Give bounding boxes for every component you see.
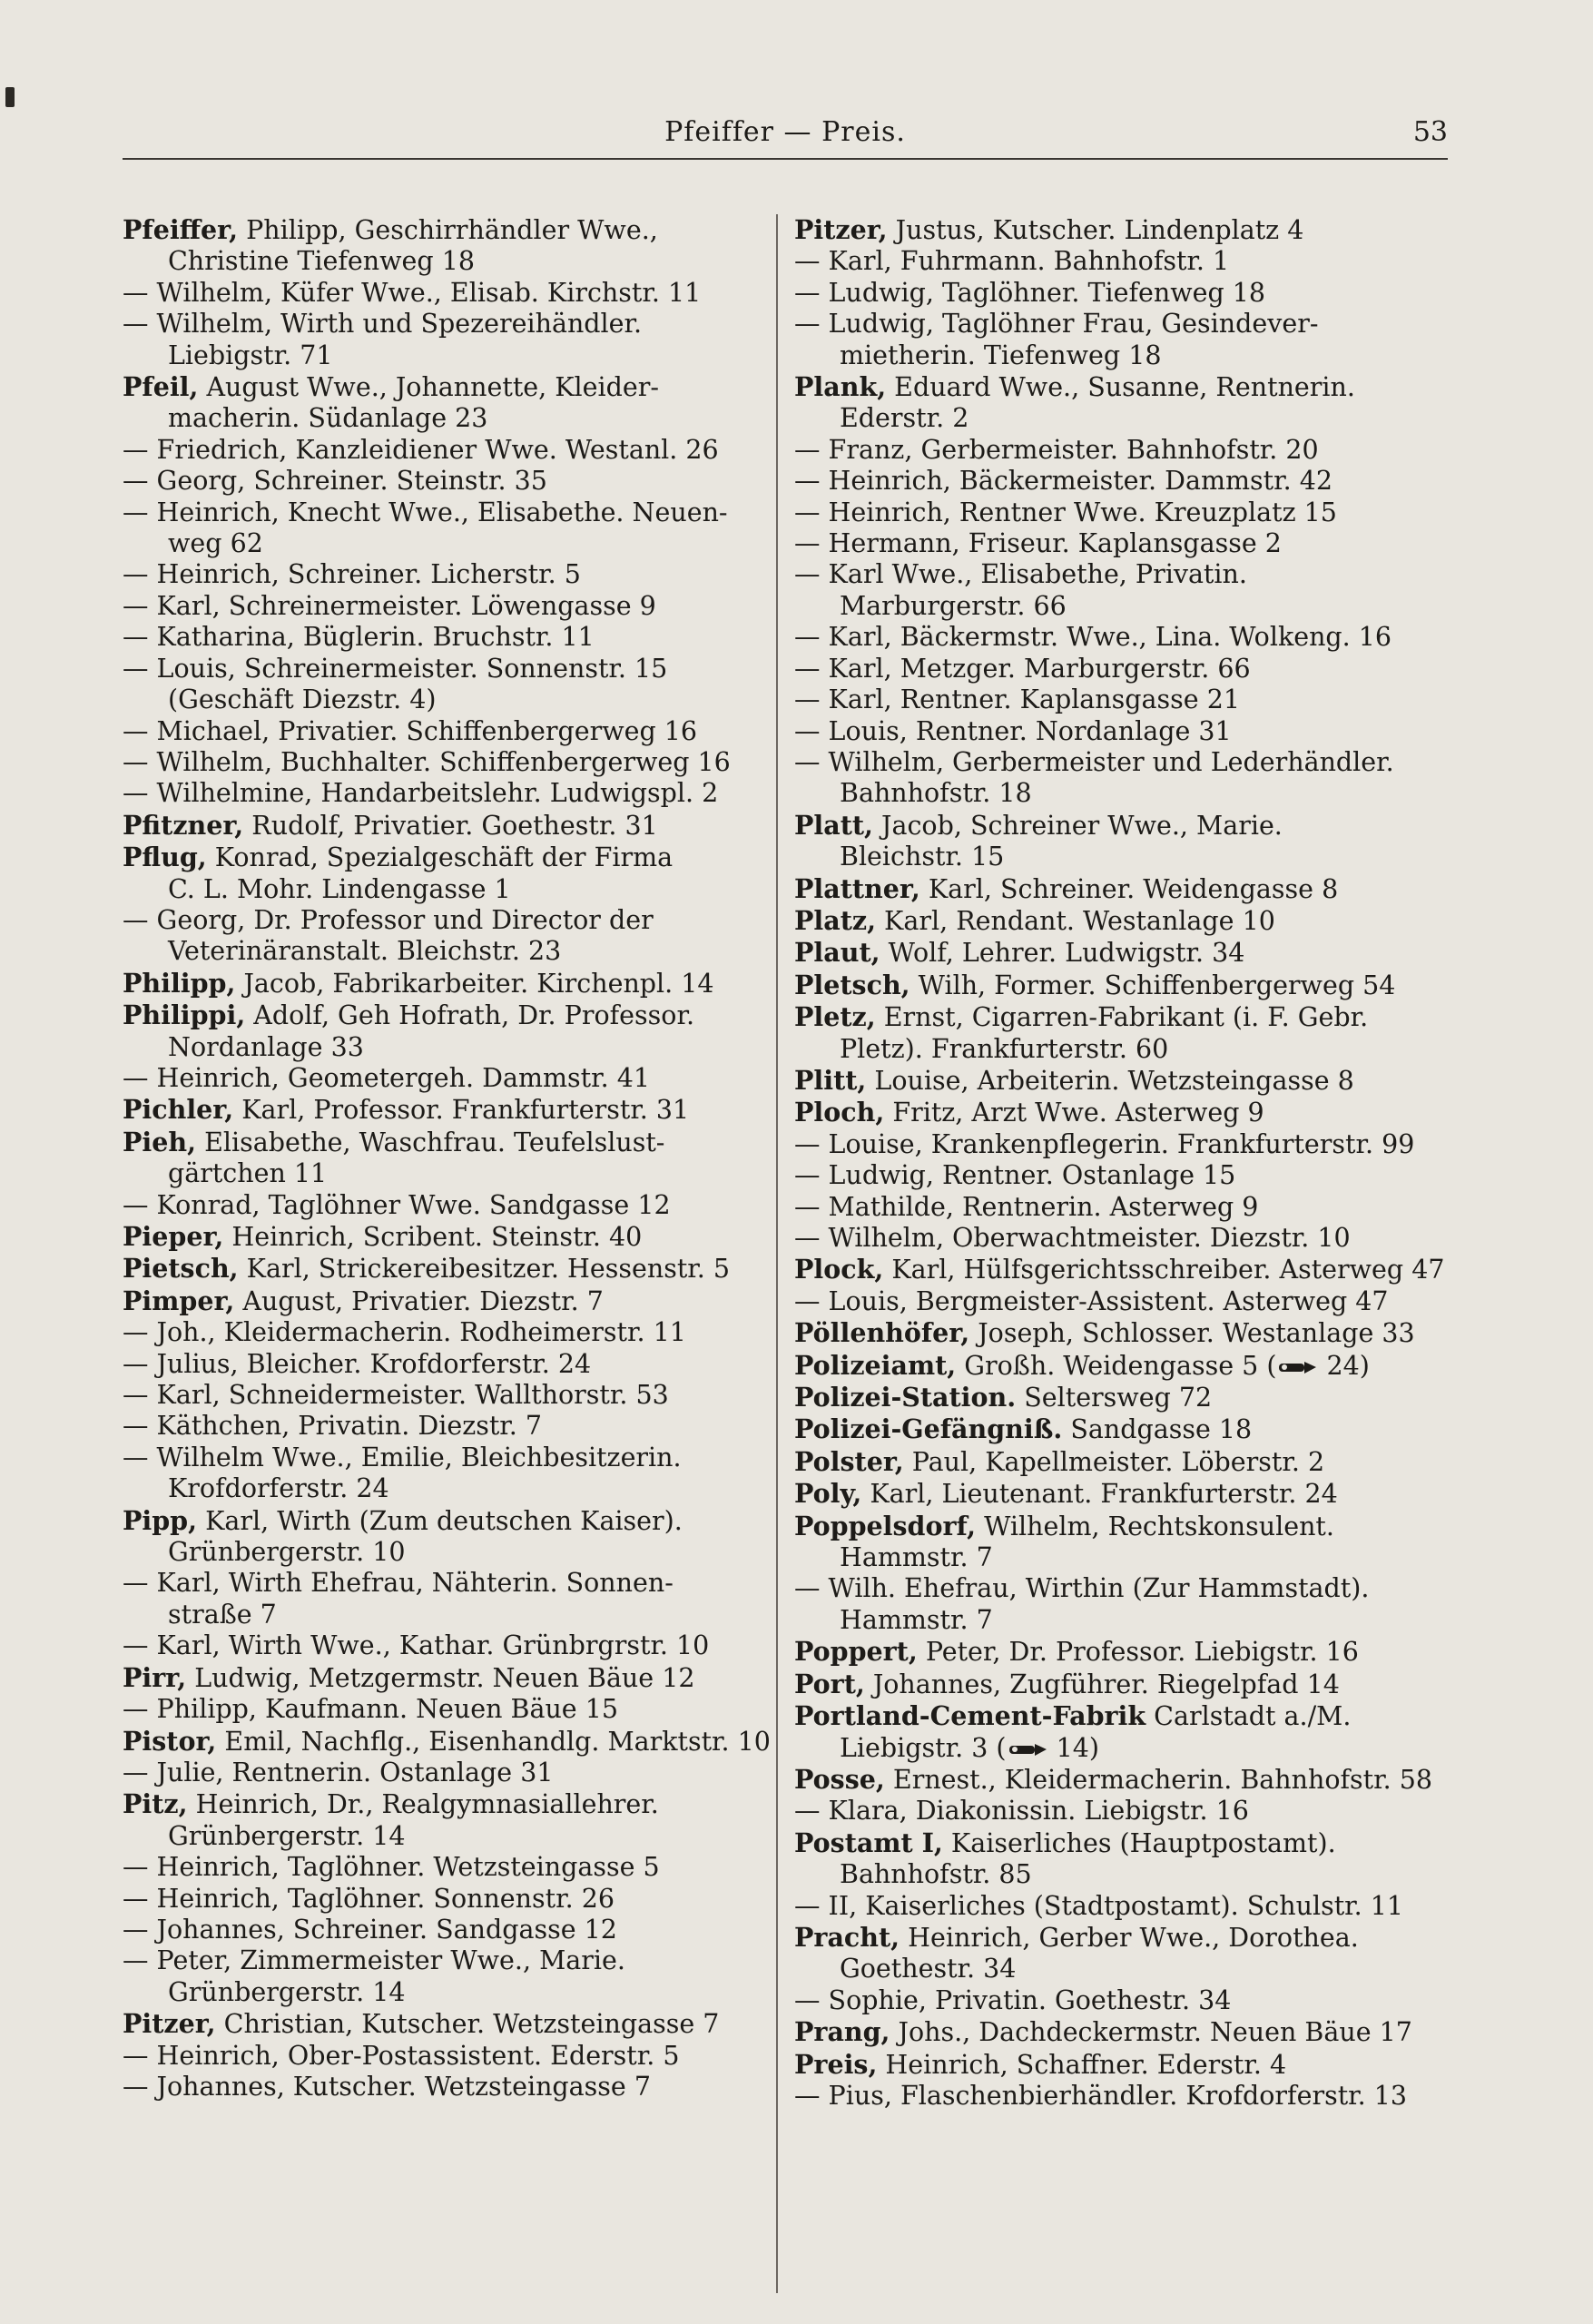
- entry-surname: Philippi,: [123, 1000, 246, 1031]
- directory-entry: [794, 1129, 1421, 1160]
- directory-entry: [123, 810, 749, 842]
- directory-entry: [123, 622, 749, 653]
- entry-details: Heinrich, Dr., Realgymnasiallehrer.: [187, 1789, 659, 1820]
- entry-details: — Karl, Schneidermeister. Wallthorstr. 53: [123, 1380, 669, 1411]
- directory-entry: [794, 1511, 1421, 1542]
- entry-continuation: [123, 1977, 749, 2008]
- entry-details: Heinrich, Schaffner. Ederstr. 4: [877, 2049, 1287, 2080]
- entry-surname: Pfeil,: [123, 371, 199, 403]
- directory-entry: [123, 1945, 749, 1976]
- directory-entry: [123, 214, 749, 246]
- directory-entry: [123, 1190, 749, 1221]
- entry-details: Johs., Dachdeckermstr. Neuen Bäue 17: [890, 2017, 1412, 2048]
- entry-details: — Philipp, Kaufmann. Neuen Bäue 15: [123, 1694, 618, 1725]
- entry-details: Peter, Dr. Professor. Liebigstr. 16: [917, 1637, 1359, 1668]
- entry-surname: Pitzer,: [794, 214, 888, 245]
- directory-entry: [123, 2008, 749, 2040]
- entry-details: — Wilhelmine, Handarbeitslehr. Ludwigspl. 2: [123, 778, 719, 809]
- directory-entry: [794, 278, 1421, 309]
- directory-entry: [794, 1922, 1421, 1954]
- entry-details: Marburgerstr. 66: [840, 590, 1067, 621]
- entry-details: — Sophie, Privatin. Goethestr. 34: [794, 1984, 1232, 2015]
- directory-entry: [794, 435, 1421, 466]
- entry-details: — Julius, Bleicher. Krofdorferstr. 24: [123, 1348, 592, 1379]
- entry-details: Karl, Lieutenant. Frankfurterstr. 24: [861, 1479, 1338, 1510]
- binding-mark: [5, 87, 15, 107]
- entry-details: — Franz, Gerbermeister. Bahnhofstr. 20: [794, 434, 1319, 465]
- entry-continuation: [123, 1473, 749, 1504]
- entry-details: August Wwe., Johannette, Kleider-: [198, 372, 660, 403]
- entry-surname: Poppelsdorf,: [794, 1510, 977, 1541]
- directory-entry: [123, 2041, 749, 2072]
- running-title: Pfeiffer — Preis.: [664, 116, 906, 148]
- entry-details: Hammstr. 7: [840, 1542, 993, 1573]
- directory-entry: [123, 747, 749, 778]
- telephone-icon: [1276, 1358, 1318, 1376]
- directory-entry: [794, 622, 1421, 653]
- entry-details: Grünbergerstr. 14: [168, 1820, 406, 1851]
- entry-details: Karl, Wirth (Zum deutschen Kaiser).: [197, 1505, 683, 1536]
- directory-entry: [794, 1636, 1421, 1668]
- entry-details: Louise, Arbeiterin. Wetzsteingasse 8: [866, 1065, 1354, 1096]
- entry-details: — Louis, Rentner. Nordanlage 31: [794, 715, 1232, 746]
- entry-surname: Pichler,: [123, 1094, 234, 1126]
- directory-entry: [794, 970, 1421, 1001]
- entry-details: Großh. Weidengasse 5 (: [956, 1350, 1277, 1381]
- page-number: 53: [1412, 116, 1448, 148]
- entry-details: — Michael, Privatier. Schiffenbergerweg 16: [123, 715, 698, 746]
- entry-details: — Ludwig, Taglöhner. Tiefenweg 18: [794, 277, 1266, 308]
- entry-details: — Wilhelm, Küfer Wwe., Elisab. Kirchstr. 11: [123, 277, 702, 308]
- directory-entry: [794, 684, 1421, 715]
- directory-entry: [123, 278, 749, 309]
- entry-details: Seltersweg 72: [1016, 1383, 1213, 1413]
- entry-surname: Plaut,: [794, 937, 880, 969]
- directory-entry: [794, 1317, 1421, 1349]
- entry-surname: Plank,: [794, 371, 887, 403]
- entry-details: Justus, Kutscher. Lindenplatz 4: [887, 215, 1304, 245]
- entry-details: Ederstr. 2: [840, 403, 969, 434]
- directory-entry: [123, 1505, 749, 1537]
- entry-continuation: [123, 874, 749, 905]
- entry-details: macherin. Südanlage 23: [168, 403, 488, 434]
- entry-details: — Käthchen, Privatin. Diezstr. 7: [123, 1411, 543, 1442]
- directory-entry: [123, 435, 749, 466]
- directory-entry: [123, 371, 749, 403]
- entry-continuation: [794, 1859, 1421, 1890]
- directory-entry: [794, 371, 1421, 403]
- page-header: [123, 109, 1448, 160]
- entry-details: — Heinrich, Knecht Wwe., Elisabethe. Neuen-: [123, 497, 728, 527]
- entry-surname: Pöllenhöfer,: [794, 1317, 970, 1349]
- directory-entry: [794, 1286, 1421, 1317]
- entry-details: Christian, Kutscher. Wetzsteingasse 7: [215, 2009, 720, 2040]
- directory-entry: [123, 1725, 771, 1758]
- directory-entry: [794, 747, 1421, 778]
- directory-entry: [794, 1382, 1421, 1413]
- entry-details: Liebigstr. 3 (: [840, 1732, 1007, 1763]
- entry-surname: Prang,: [794, 2016, 890, 2048]
- entry-details: Adolf, Geh Hofrath, Dr. Professor.: [245, 1000, 695, 1031]
- entry-details: Elisabethe, Waschfrau. Teufelslust-: [196, 1127, 665, 1157]
- directory-entry: [794, 1796, 1421, 1827]
- entry-details: — Karl, Schreinermeister. Löwengasse 9: [123, 590, 656, 621]
- entry-details: Philipp, Geschirrhändler Wwe.,: [238, 215, 658, 245]
- entry-details: — Peter, Zimmermeister Wwe., Marie.: [123, 1945, 625, 1976]
- directory-entry: [123, 1349, 749, 1380]
- entry-continuation: [794, 1034, 1421, 1065]
- entry-details: — II, Kaiserliches (Stadtpostamt). Schulstr. 11: [794, 1890, 1404, 1921]
- directory-entry: [794, 1891, 1421, 1922]
- entry-surname: Pimper,: [123, 1285, 235, 1316]
- entry-continuation: [123, 528, 749, 559]
- entry-details: Konrad, Spezialgeschäft der Firma: [206, 842, 674, 873]
- directory-entry: [794, 214, 1421, 246]
- directory-entry: [123, 1380, 749, 1411]
- entry-surname: Polizei-Gefängniß.: [794, 1413, 1063, 1445]
- entry-continuation: [794, 1733, 1421, 1764]
- column-divider: [776, 214, 778, 2293]
- entry-details: Hammstr. 7: [840, 1604, 993, 1635]
- directory-entry: [794, 810, 1421, 842]
- directory-entry: [794, 2081, 1421, 2112]
- directory-entry: [794, 1001, 1421, 1033]
- entry-details: — Friedrich, Kanzleidiener Wwe. Westanl. 26: [123, 434, 719, 465]
- entry-details: Liebigstr. 71: [168, 340, 333, 370]
- directory-entry: [123, 1662, 749, 1694]
- directory-entry: [123, 654, 749, 684]
- entry-surname: Ploch,: [794, 1097, 885, 1128]
- entry-details: Veterinäranstalt. Bleichstr. 23: [168, 936, 562, 967]
- entry-details: — Wilh. Ehefrau, Wirthin (Zur Hammstadt).: [794, 1573, 1370, 1604]
- directory-entry: [794, 559, 1421, 590]
- entry-continuation: [794, 1605, 1421, 1636]
- directory-entry: [794, 528, 1421, 559]
- entry-details: — Heinrich, Schreiner. Licherstr. 5: [123, 559, 581, 590]
- entry-surname: Pistor,: [123, 1725, 217, 1757]
- entry-details: Ernst, Cigarren-Fabrikant (i. F. Gebr.: [875, 1002, 1369, 1033]
- entry-details: Pletz). Frankfurterstr. 60: [840, 1033, 1169, 1064]
- directory-entry: [123, 1694, 749, 1725]
- entry-details: — Louise, Krankenpflegerin. Frankfurterstr. 99: [794, 1128, 1415, 1159]
- directory-entry: [123, 466, 749, 497]
- entry-details: Kaiserliches (Hauptpostamt).: [942, 1827, 1336, 1858]
- entry-details: — Heinrich, Rentner Wwe. Kreuzplatz 15: [794, 497, 1337, 527]
- entry-surname: Pietsch,: [123, 1253, 239, 1285]
- entry-details: Jacob, Schreiner Wwe., Marie.: [872, 810, 1283, 841]
- entry-details: — Klara, Diakonissin. Liebigstr. 16: [794, 1796, 1249, 1827]
- entry-details: Karl, Hülfsgerichtsschreiber. Asterweg 47: [883, 1255, 1445, 1285]
- directory-entry: [123, 497, 749, 528]
- directory-entry: [794, 246, 1421, 277]
- entry-details: — Johannes, Schreiner. Sandgasse 12: [123, 1914, 617, 1945]
- entry-details: C. L. Mohr. Lindengasse 1: [168, 873, 511, 904]
- directory-entry: [123, 842, 749, 873]
- entry-surname: Pitz,: [123, 1788, 188, 1820]
- directory-entry: [123, 968, 749, 1000]
- entry-details: Heinrich, Scribent. Steinstr. 40: [223, 1222, 643, 1252]
- directory-entry: [794, 1573, 1421, 1604]
- entry-details: Wilhelm, Rechtskonsulent.: [976, 1511, 1334, 1541]
- entry-details: — Johannes, Kutscher. Wetzsteingasse 7: [123, 2071, 651, 2102]
- entry-details: — Louis, Schreinermeister. Sonnenstr. 15: [123, 653, 668, 684]
- entry-details: — Georg, Dr. Professor und Director der: [123, 904, 654, 935]
- entry-details: — Heinrich, Geometergeh. Dammstr. 41: [123, 1062, 650, 1093]
- entry-details: gärtchen 11: [168, 1158, 328, 1189]
- entry-details: Karl, Strickereibesitzer. Hessenstr. 5: [238, 1254, 731, 1285]
- entry-details: Rudolf, Privatier. Goethestr. 31: [243, 810, 658, 841]
- entry-details: — Karl, Wirth Wwe., Kathar. Grünbrgrstr. 10: [123, 1630, 710, 1661]
- directory-entry: [123, 1568, 749, 1599]
- directory-entry: [123, 778, 749, 809]
- entry-continuation: [123, 1600, 749, 1630]
- directory-entry: [123, 905, 749, 936]
- entry-details: Bahnhofstr. 18: [840, 778, 1032, 809]
- directory-entry: [794, 1350, 1421, 1382]
- entry-details: Ernest., Kleidermacherin. Bahnhofstr. 58: [884, 1764, 1432, 1795]
- directory-entry: [123, 1063, 749, 1094]
- entry-details: mietherin. Tiefenweg 18: [840, 340, 1162, 370]
- entry-details: weg 62: [168, 528, 263, 559]
- entry-surname: Postamt I,: [794, 1827, 943, 1858]
- entry-details: — Karl, Wirth Ehefrau, Nähterin. Sonnen-: [123, 1568, 674, 1599]
- entry-surname: Pieper,: [123, 1221, 224, 1252]
- entry-details: Krofdorferstr. 24: [168, 1473, 389, 1504]
- entry-details: straße 7: [168, 1599, 277, 1630]
- entry-continuation: [123, 246, 749, 277]
- entry-continuation: [123, 684, 749, 715]
- entry-surname: Plitt,: [794, 1064, 867, 1096]
- entry-details: Heinrich, Gerber Wwe., Dorothea.: [900, 1922, 1359, 1953]
- directory-entry: [123, 591, 749, 622]
- entry-details: — Hermann, Friseur. Kaplansgasse 2: [794, 528, 1282, 559]
- entry-surname: Port,: [794, 1668, 865, 1699]
- entry-details: — Karl, Bäckermstr. Wwe., Lina. Wolkeng. 16: [794, 622, 1392, 653]
- directory-entry: [123, 1852, 749, 1883]
- directory-entry: [123, 2072, 749, 2102]
- directory-entry: [123, 1285, 749, 1317]
- entry-continuation: [123, 403, 749, 434]
- entry-continuation: [794, 1954, 1421, 1984]
- entry-continuation: [794, 340, 1421, 371]
- entry-continuation: [794, 842, 1421, 872]
- directory-entry: [794, 1763, 1432, 1796]
- entry-continuation: [123, 936, 749, 967]
- entry-details: Fritz, Arzt Wwe. Asterweg 9: [884, 1098, 1264, 1128]
- entry-details: — Heinrich, Taglöhner. Wetzsteingasse 5: [123, 1852, 660, 1883]
- entry-continuation: [123, 1821, 749, 1852]
- entry-details: Eduard Wwe., Susanne, Rentnerin.: [886, 372, 1355, 403]
- entry-details: — Karl, Fuhrmann. Bahnhofstr. 1: [794, 246, 1230, 277]
- entry-continuation: [123, 1032, 749, 1063]
- entry-surname: Pracht,: [794, 1921, 900, 1953]
- directory-entry: [794, 309, 1421, 340]
- entry-details: — Ludwig, Taglöhner Frau, Gesindever-: [794, 309, 1319, 340]
- directory-entry: [123, 1317, 749, 1348]
- directory-entry: [794, 905, 1421, 937]
- entry-details: Bahnhofstr. 85: [840, 1859, 1032, 1890]
- entry-details: — Wilhelm, Buchhalter. Schiffenbergerweg 16: [123, 746, 731, 777]
- directory-entry: [794, 497, 1421, 528]
- entry-continuation: [123, 1158, 749, 1189]
- entry-details: — Wilhelm, Gerbermeister und Lederhändler.: [794, 746, 1394, 777]
- directory-entry: [794, 1446, 1421, 1478]
- entry-details: Emil, Nachflg., Eisenhandlg. Marktstr. 10: [216, 1726, 771, 1757]
- entry-details: Jacob, Fabrikarbeiter. Kirchenpl. 14: [235, 968, 714, 999]
- entry-details: — Wilhelm, Wirth und Spezereihändler.: [123, 309, 643, 340]
- directory-entry: [123, 309, 749, 340]
- directory-entry: [123, 1443, 749, 1473]
- directory-entry: [794, 2049, 1421, 2081]
- telephone-number: 14): [1047, 1732, 1099, 1763]
- directory-entry: [123, 1127, 749, 1158]
- entry-details: — Karl, Rentner. Kaplansgasse 21: [794, 684, 1240, 715]
- entry-details: — Ludwig, Rentner. Ostanlage 15: [794, 1160, 1236, 1191]
- directory-entry: [794, 2016, 1421, 2048]
- entry-details: Sandgasse 18: [1062, 1414, 1253, 1445]
- entry-details: Christine Tiefenweg 18: [168, 246, 475, 277]
- entry-surname: Polster,: [794, 1445, 904, 1477]
- directory-entry: [123, 1884, 749, 1915]
- directory-entry: [794, 716, 1421, 747]
- left-column: [123, 214, 771, 2102]
- entry-details: — Julie, Rentnerin. Ostanlage 31: [123, 1757, 554, 1787]
- directory-entry: [794, 1985, 1421, 2016]
- entry-details: Wilh, Former. Schiffenbergerweg 54: [910, 970, 1396, 1000]
- entry-surname: Polizeiamt,: [794, 1349, 957, 1381]
- entry-surname: Plattner,: [794, 872, 920, 904]
- entry-details: — Heinrich, Bäckermeister. Dammstr. 42: [794, 466, 1332, 497]
- entry-surname: Philipp,: [123, 967, 236, 999]
- entry-surname: Pfeiffer,: [123, 214, 239, 245]
- entry-surname: Poppert,: [794, 1636, 918, 1668]
- directory-entry: [123, 1758, 749, 1788]
- entry-details: — Joh., Kleidermacherin. Rodheimerstr. 11: [123, 1317, 686, 1348]
- entry-details: — Pius, Flaschenbierhändler. Krofdorferstr. 13: [794, 2080, 1408, 2111]
- entry-continuation: [123, 340, 749, 371]
- entry-details: Karl, Rendant. Westanlage 10: [876, 905, 1275, 936]
- directory-entry: [794, 1223, 1421, 1254]
- entry-continuation: [794, 1542, 1421, 1573]
- directory-entry: [794, 1254, 1445, 1285]
- telephone-icon: [1007, 1740, 1048, 1758]
- directory-entry: [123, 1221, 749, 1253]
- entry-surname: Pirr,: [123, 1661, 187, 1693]
- entry-surname: Preis,: [794, 2048, 878, 2080]
- entry-details: Paul, Kapellmeister. Löberstr. 2: [903, 1446, 1325, 1477]
- entry-details: Grünbergerstr. 10: [168, 1537, 406, 1568]
- directory-entry: [123, 716, 749, 747]
- directory-entry: [123, 1094, 749, 1126]
- entry-surname: Poly,: [794, 1478, 862, 1510]
- entry-details: Bleichstr. 15: [840, 842, 1005, 872]
- entry-details: — Louis, Bergmeister-Assistent. Asterweg 47: [794, 1285, 1389, 1316]
- entry-details: Karl, Schreiner. Weidengasse 8: [919, 873, 1339, 904]
- entry-surname: Pipp,: [123, 1504, 198, 1536]
- entry-details: Carlstadt a./M.: [1146, 1701, 1352, 1732]
- entry-surname: Pletsch,: [794, 969, 910, 1000]
- entry-details: Ludwig, Metzgermstr. Neuen Bäue 12: [186, 1662, 695, 1693]
- telephone-number: 24): [1318, 1350, 1370, 1381]
- entry-details: — Mathilde, Rentnerin. Asterweg 9: [794, 1191, 1259, 1222]
- entry-details: — Karl Wwe., Elisabethe, Privatin.: [794, 559, 1247, 590]
- directory-entry: [794, 1097, 1421, 1128]
- entry-details: — Wilhelm Wwe., Emilie, Bleichbesitzerin.: [123, 1442, 682, 1472]
- entry-details: Karl, Professor. Frankfurterstr. 31: [233, 1095, 690, 1126]
- directory-entry: [794, 1700, 1421, 1732]
- directory-entry: [123, 1000, 749, 1031]
- entry-surname: Pitzer,: [123, 2008, 216, 2040]
- entry-surname: Portland-Cement-Fabrik: [794, 1700, 1146, 1732]
- directory-entry: [794, 937, 1421, 969]
- entry-details: Goethestr. 34: [840, 1954, 1017, 1984]
- entry-surname: Polizei-Station.: [794, 1382, 1017, 1413]
- entry-surname: Pfitzner,: [123, 809, 244, 841]
- directory-entry: [123, 1253, 749, 1285]
- entry-details: — Georg, Schreiner. Steinstr. 35: [123, 466, 547, 497]
- directory-entry: [794, 1160, 1421, 1191]
- entry-details: — Konrad, Taglöhner Wwe. Sandgasse 12: [123, 1189, 671, 1220]
- entry-surname: Platz,: [794, 904, 876, 936]
- directory-entry: [123, 1915, 749, 1945]
- entry-details: — Karl, Metzger. Marburgerstr. 66: [794, 653, 1251, 684]
- directory-entry: [794, 1478, 1421, 1510]
- directory-entry: [794, 654, 1421, 684]
- directory-entry: [794, 1065, 1421, 1097]
- directory-entry: [123, 1411, 749, 1442]
- entry-continuation: [123, 1537, 749, 1568]
- entry-details: (Geschäft Diezstr. 4): [168, 684, 437, 715]
- entry-details: — Katharina, Büglerin. Bruchstr. 11: [123, 622, 595, 653]
- entry-surname: Pieh,: [123, 1126, 197, 1157]
- directory-entry: [794, 1413, 1421, 1445]
- directory-entry: [794, 466, 1421, 497]
- directory-entry: [794, 1192, 1421, 1223]
- entry-details: August, Privatier. Diezstr. 7: [234, 1285, 604, 1316]
- entry-surname: Platt,: [794, 809, 873, 841]
- entry-surname: Plock,: [794, 1254, 884, 1285]
- entry-details: Grünbergerstr. 14: [168, 1976, 406, 2007]
- directory-entry: [794, 873, 1421, 905]
- entry-details: — Heinrich, Taglöhner. Sonnenstr. 26: [123, 1883, 615, 1914]
- entry-details: — Wilhelm, Oberwachtmeister. Diezstr. 10: [794, 1223, 1351, 1253]
- entry-details: Johannes, Zugführer. Riegelpfad 14: [864, 1669, 1340, 1699]
- directory-entry: [123, 1788, 749, 1820]
- right-column: [794, 214, 1445, 2112]
- entry-continuation: [794, 403, 1421, 434]
- entry-details: Wolf, Lehrer. Ludwigstr. 34: [880, 938, 1245, 969]
- directory-entry: [123, 1630, 749, 1661]
- directory-entry: [794, 1669, 1421, 1700]
- entry-details: Nordanlage 33: [168, 1031, 364, 1062]
- entry-details: Joseph, Schlosser. Westanlage 33: [969, 1318, 1415, 1349]
- entry-continuation: [794, 778, 1421, 809]
- entry-continuation: [794, 591, 1421, 622]
- entry-surname: Pletz,: [794, 1001, 876, 1033]
- entry-details: — Heinrich, Ober-Postassistent. Ederstr. 5: [123, 2040, 680, 2071]
- directory-entry: [123, 559, 749, 590]
- directory-entry: [794, 1827, 1421, 1859]
- entry-surname: Pflug,: [123, 842, 207, 873]
- entry-surname: Posse,: [794, 1763, 885, 1795]
